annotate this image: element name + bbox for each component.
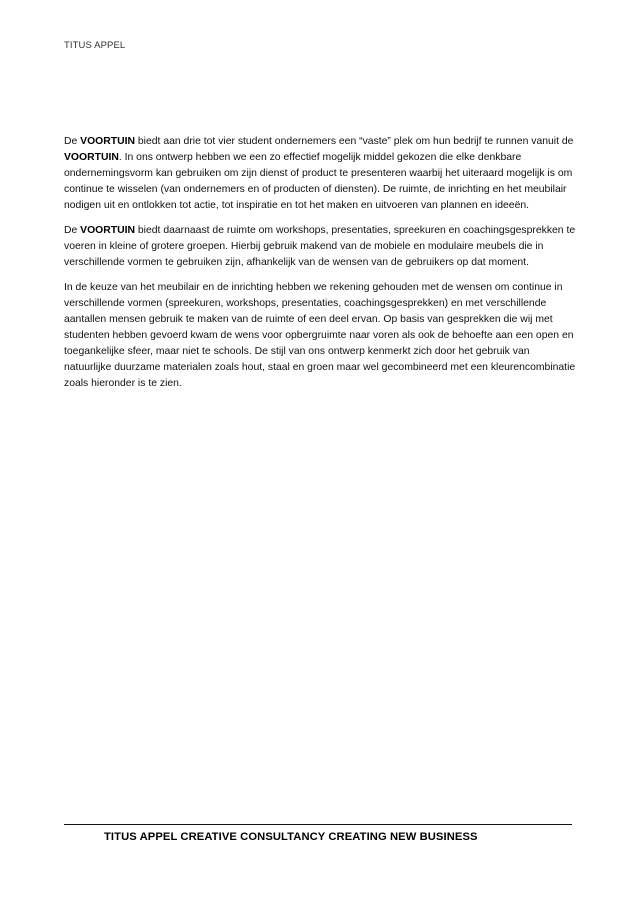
voortuin-emphasis: VOORTUIN <box>64 152 119 163</box>
body-text <box>64 134 576 401</box>
footer-text: TITUS APPEL CREATIVE CONSULTANCY CREATING NEW BUSINESS <box>104 831 478 843</box>
paragraph-2-text-1: De <box>64 225 81 236</box>
paragraph-1-text-2: biedt aan drie tot vier student ondernemers een “vaste” plek om hun bedrijf te runnen vanuit de <box>135 136 574 147</box>
paragraph-3: In de keuze van het meubilair en de inrichting hebben we rekening gehouden met de wensen om continue in verschillende vormen (spreekuren, workshops, presentaties, coachingsgesprekken) en met verschillende aantallen mensen gebruik te maken van de ruimte of een deel ervan. Op basis van gesprekken die wij met studenten hebben gevoerd kwam de wens voor opbergruimte naar voren als ook de behoefte aan een open en toegankelijke sfeer, maar niet te schools. De stijl van ons ontwerp kenmerkt zich door het gebruik van natuurlijke duurzame materialen zoals hout, staal en groen maar wel gecombineerd met een kleurencombinatie zoals hieronder is te zien. <box>64 282 576 389</box>
paragraph-1-text-3: . In ons ontwerp hebben we een zo effectief mogelijk middel gekozen die elke denkbare ondernemingsvorm kan gebruiken om zijn dienst of product te presenteren waarbij het uiteraard mogelijk is om continue te wisselen (van ondernemers en of producten of diensten). De ruimte, de inrichting en het meubilair nodigen uit en ontlokken tot actie, tot inspiratie en tot het maken en uitvoeren van plannen en ideeën. <box>64 152 573 211</box>
page-header: TITUS APPEL <box>64 40 126 51</box>
paragraph-2 <box>64 223 576 271</box>
paragraph-1-text-1: De <box>64 136 81 147</box>
footer-divider <box>64 824 572 825</box>
voortuin-emphasis: VOORTUIN <box>80 136 136 147</box>
paragraph-1 <box>64 134 576 214</box>
voortuin-emphasis: VOORTUIN <box>80 225 136 236</box>
paragraph-2-text-2: biedt daarnaast de ruimte om workshops, presentaties, spreekuren en coachingsgesprekken te voeren in kleine of grotere groepen. Hierbij gebruik makend van de mobiele en modulaire meubels die in verschillende vormen te gebruiken zijn, afhankelijk van de wensen van de gebruikers op dat moment. <box>64 225 576 268</box>
